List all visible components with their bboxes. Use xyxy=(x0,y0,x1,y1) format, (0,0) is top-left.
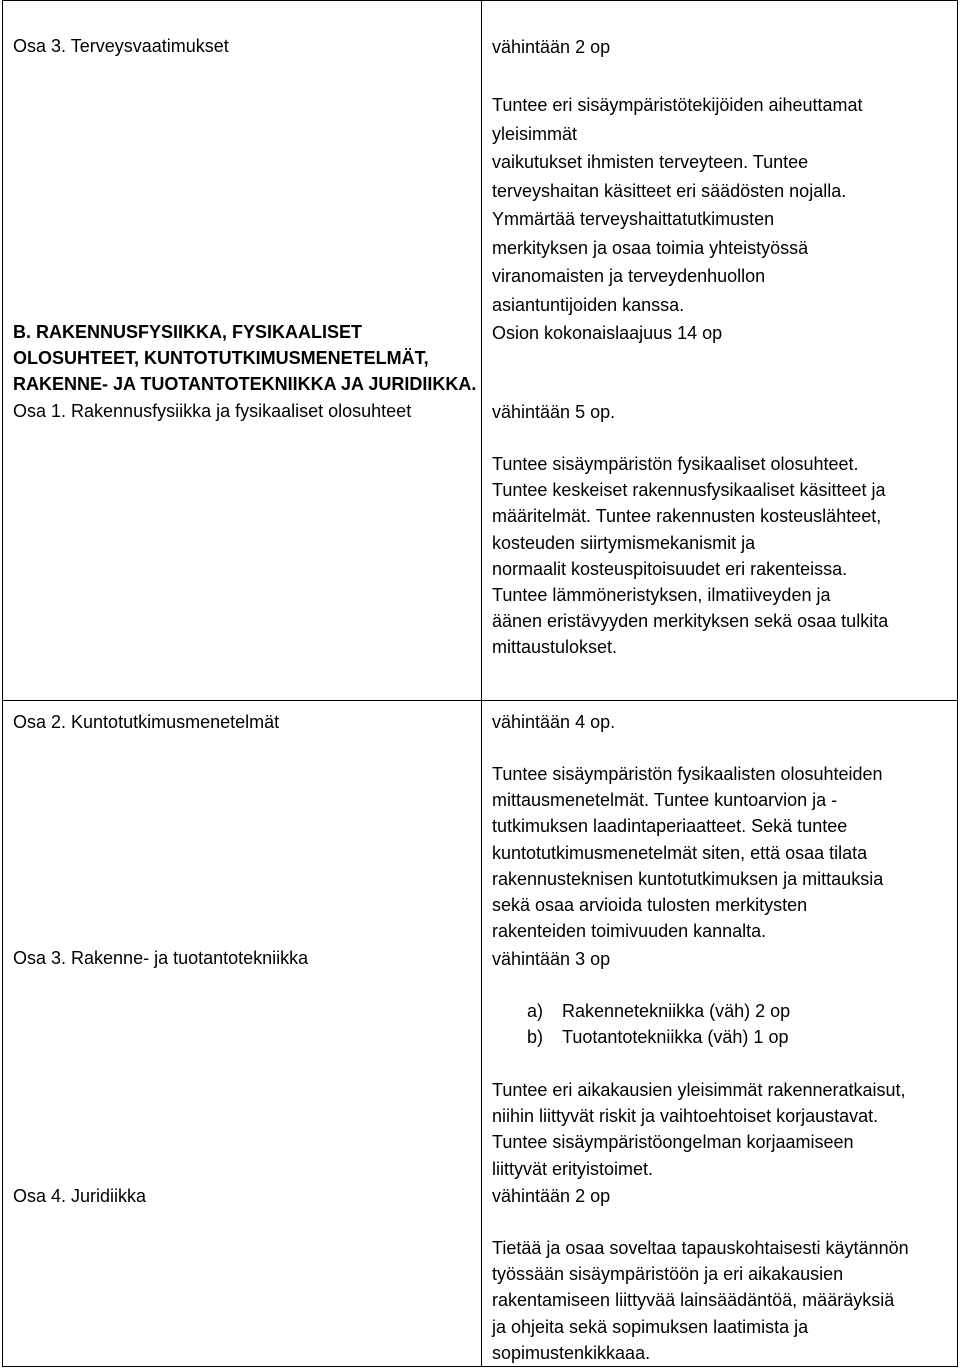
description-line: mittausmenetelmät. Tuntee kuntoarvion ja - xyxy=(492,790,838,811)
description-line: Tuntee sisäympäristöongelman korjaamiseen xyxy=(492,1132,854,1153)
description-line: työssään sisäympäristöön ja eri aikakausien xyxy=(492,1264,844,1285)
description-line: mittaustulokset. xyxy=(492,637,618,658)
table-column-divider xyxy=(481,0,482,1367)
description-line: Tuntee lämmöneristyksen, ilmatiiveyden ja xyxy=(492,585,831,606)
description-line: sekä osaa arvioida tulosten merkitysten xyxy=(492,895,808,916)
list-item-text: Tuotantotekniikka (väh) 1 op xyxy=(562,1027,789,1047)
section-total-credits: Osion kokonaislaajuus 14 op xyxy=(492,323,723,343)
osa1-description xyxy=(492,451,888,661)
description-line: liittyvät erityistoimet. xyxy=(492,1158,654,1179)
osa4-credit: vähintään 2 op xyxy=(492,1186,611,1206)
list-item xyxy=(527,1024,927,1050)
description-line: niihin liittyvät riskit ja vaihtoehtoiset korjaustavat. xyxy=(492,1106,879,1127)
description-line: rakenteiden toimivuuden kannalta. xyxy=(492,921,767,942)
osa3-rakenne-description xyxy=(492,1077,906,1182)
list-item-text: Rakennetekniikka (väh) 2 op xyxy=(562,1001,791,1021)
description-line: kuntotutkimusmenetelmät siten, että osaa tilata xyxy=(492,842,868,863)
table-right-border xyxy=(957,0,958,1367)
osa3-terveys-description xyxy=(492,91,863,319)
description-line: vaikutukset ihmisten terveyteen. Tuntee xyxy=(492,152,809,172)
osa3-subparts-list xyxy=(527,998,927,1050)
table-row-divider xyxy=(2,700,958,701)
osa2-title: Osa 2. Kuntotutkimusmenetelmät xyxy=(13,712,280,732)
description-line: terveyshaitan käsitteet eri säädösten nojalla. xyxy=(492,180,847,201)
osa3-terveys-credit: vähintään 2 op xyxy=(492,37,611,57)
osa2-description xyxy=(492,761,883,944)
description-line: viranomaisten ja terveydenhuollon xyxy=(492,266,766,286)
osa1-credit: vähintään 5 op. xyxy=(492,402,616,422)
description-line: Tuntee eri aikakausien yleisimmät rakenneratkaisut, xyxy=(492,1080,906,1100)
list-marker: b) xyxy=(527,1027,544,1047)
description-line: yleisimmät xyxy=(492,123,578,144)
description-line: ja ohjeita sekä sopimuksen laatimista ja xyxy=(492,1316,809,1337)
description-line: Ymmärtää terveyshaittatutkimusten xyxy=(492,209,775,229)
table-top-border xyxy=(2,0,958,1)
osa4-description xyxy=(492,1235,909,1366)
section-heading-line: RAKENNE- JA TUOTANTOTEKNIIKKA JA JURIDIIKKA. xyxy=(13,374,477,394)
osa3-terveys-title: Osa 3. Terveysvaatimukset xyxy=(13,36,229,56)
description-line: rakentamiseen liittyvää lainsäädäntöä, määräyksiä xyxy=(492,1290,895,1311)
table-left-border xyxy=(2,0,3,1367)
description-line: Tietää ja osaa soveltaa tapauskohtaisesti käytännön xyxy=(492,1238,909,1258)
description-line: kosteuden siirtymismekanismit ja xyxy=(492,532,756,553)
osa4-title: Osa 4. Juridiikka xyxy=(13,1186,147,1206)
osa1-title: Osa 1. Rakennusfysiikka ja fysikaaliset olosuhteet xyxy=(13,401,412,421)
description-line: Tuntee sisäympäristön fysikaaliset olosuhteet. xyxy=(492,454,859,474)
list-marker: a) xyxy=(527,1001,544,1021)
list-item xyxy=(527,998,927,1024)
section-heading-line: OLOSUHTEET, KUNTOTUTKIMUSMENETELMÄT, xyxy=(13,348,429,368)
osa3-rakenne-credit: vähintään 3 op xyxy=(492,949,611,969)
description-line: määritelmät. Tuntee rakennusten kosteuslähteet, xyxy=(492,506,882,527)
table-bottom-border xyxy=(2,1366,958,1367)
description-line: Tuntee eri sisäympäristötekijöiden aiheuttamat xyxy=(492,95,863,115)
description-line: normaalit kosteuspitoisuudet eri rakenteissa. xyxy=(492,558,848,579)
description-line: Tuntee keskeiset rakennusfysikaaliset käsitteet ja xyxy=(492,480,886,501)
description-line: asiantuntijoiden kanssa. xyxy=(492,294,685,315)
section-heading-line: B. RAKENNUSFYSIIKKA, FYSIKAALISET xyxy=(13,322,363,342)
osa3-rakenne-title: Osa 3. Rakenne- ja tuotantotekniikka xyxy=(13,948,309,968)
description-line: rakennusteknisen kuntotutkimuksen ja mittauksia xyxy=(492,868,884,889)
section-b-heading xyxy=(13,319,476,397)
description-line: tutkimuksen laadintaperiaatteet. Sekä tuntee xyxy=(492,816,848,837)
description-line: merkityksen ja osaa toimia yhteistyössä xyxy=(492,237,809,258)
osa2-credit: vähintään 4 op. xyxy=(492,712,616,732)
description-line: äänen eristävyyden merkityksen sekä osaa tulkita xyxy=(492,611,889,632)
description-line: Tuntee sisäympäristön fysikaalisten olosuhteiden xyxy=(492,764,883,784)
description-line: sopimustenkikkaaa. xyxy=(492,1342,651,1363)
